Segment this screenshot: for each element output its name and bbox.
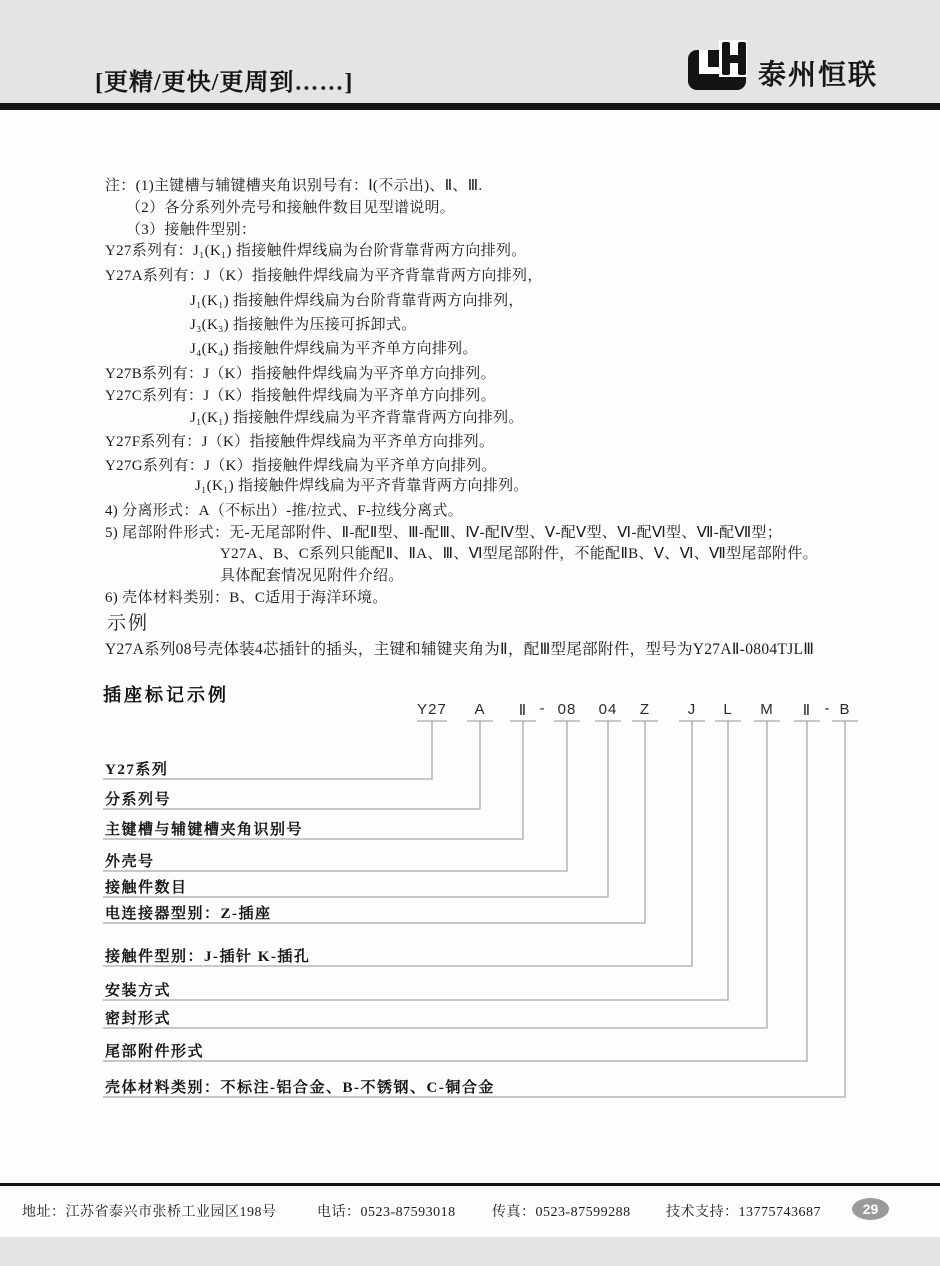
diagram-label-sealing: 密封形式 bbox=[105, 1011, 172, 1027]
code-token-contact-count: 04 bbox=[598, 701, 618, 718]
diagram-label-contact-count: 接触件数目 bbox=[105, 880, 188, 896]
note-line: Y27A系列有：J（K）指接触件焊线扁为平齐背靠背两方向排列， bbox=[105, 268, 543, 284]
footer-support: 技术支持：13775743687 bbox=[666, 1205, 821, 1220]
note-line: J₁(K₁) 指接触件焊线扁为平齐背靠背两方向排列。 bbox=[195, 478, 529, 494]
footer-divider-bar bbox=[0, 1183, 940, 1186]
code-token-key-angle: Ⅱ bbox=[518, 702, 528, 719]
note-line: 4) 分离形式：A（不标出）-推/拉式、F-拉线分离式。 bbox=[105, 503, 463, 519]
note-line: Y27C系列有：J（K）指接触件焊线扁为平齐单方向排列。 bbox=[105, 388, 496, 404]
diagram-label-key-angle: 主键槽与辅键槽夹角识别号 bbox=[105, 822, 304, 838]
note-line: （2）各分系列外壳号和接触件数目见型谱说明。 bbox=[126, 200, 456, 216]
note-line: Y27B系列有：J（K）指接触件焊线扁为平齐单方向排列。 bbox=[105, 366, 496, 382]
diagram-label-shell: 外壳号 bbox=[105, 854, 155, 870]
header-divider-bar bbox=[0, 103, 940, 110]
diagram-label-shell-material: 壳体材料类别：不标注-铝合金、B-不锈钢、C-铜合金 bbox=[105, 1080, 495, 1096]
brand-logo-group bbox=[688, 40, 878, 93]
code-token-tail-accessory: Ⅱ bbox=[802, 702, 812, 719]
diagram-heading: 插座标记示例 bbox=[103, 685, 229, 705]
code-token-shell-material: B bbox=[839, 701, 851, 718]
page-number-badge: 29 bbox=[852, 1198, 889, 1220]
note-line: 5) 尾部附件形式：无-无尾部附件、Ⅱ-配Ⅱ型、Ⅲ-配Ⅲ、Ⅳ-配Ⅳ型、Ⅴ-配Ⅴ型、Ⅵ-配Ⅵ型、Ⅶ-配Ⅶ型； bbox=[105, 525, 783, 541]
diagram-label-tail-accessory: 尾部附件形式 bbox=[105, 1044, 205, 1060]
note-line: （3）接触件型别： bbox=[126, 222, 257, 238]
note-line: J₄(K₄) 指接触件焊线扁为平齐单方向排列。 bbox=[190, 341, 478, 357]
code-token-sealing: M bbox=[760, 701, 774, 718]
code-token-subseries: A bbox=[474, 701, 486, 718]
note-line: Y27F系列有：J（K）指接触件焊线扁为平齐单方向排列。 bbox=[105, 434, 495, 450]
lh-logo-icon bbox=[688, 40, 750, 90]
code-token-shell: 08 bbox=[557, 701, 577, 718]
footer-address: 地址：江苏省泰兴市张桥工业园区198号 bbox=[22, 1205, 277, 1220]
note-line: J₁(K₁) 指接触件焊线扁为台阶背靠背两方向排列， bbox=[190, 293, 524, 309]
note-line: 具体配套情况见附件介绍。 bbox=[220, 568, 404, 584]
footer-fax: 传真：0523-87599288 bbox=[492, 1205, 631, 1220]
note-line: 6) 壳体材料类别：B、C适用于海洋环境。 bbox=[105, 590, 388, 606]
code-token-contact-type: J bbox=[687, 701, 697, 718]
code-dash: - bbox=[539, 700, 545, 717]
diagram-label-subseries: 分系列号 bbox=[105, 792, 172, 808]
note-line: Y27G系列有：J（K）指接触件焊线扁为平齐单方向排列。 bbox=[105, 458, 497, 474]
diagram-label-connector-type: 电连接器型别：Z-插座 bbox=[105, 906, 272, 922]
footer-phone: 电话：0523-87593018 bbox=[317, 1205, 456, 1220]
code-dash: - bbox=[824, 700, 830, 717]
code-token-series: Y27 bbox=[417, 701, 447, 718]
diagram-label-contact-type: 接触件型别：J-插针 K-插孔 bbox=[105, 949, 311, 965]
example-heading: 示例 bbox=[107, 613, 150, 634]
note-line: Y27系列有：J₁(K₁) 指接触件焊线扁为台阶背靠背两方向排列。 bbox=[105, 243, 527, 259]
note-line: J₃(K₃) 指接触件为压接可拆卸式。 bbox=[190, 317, 417, 333]
note-line: 注：(1)主键槽与辅键槽夹角识别号有：Ⅰ(不示出)、Ⅱ、Ⅲ. bbox=[105, 178, 483, 194]
note-line: Y27A、B、C系列只能配Ⅱ、ⅡA、Ⅲ、Ⅵ型尾部附件，不能配ⅡB、Ⅴ、Ⅵ、Ⅶ型尾部附件。 bbox=[220, 546, 818, 562]
header-tagline: [更精/更快/更周到……] bbox=[95, 70, 354, 96]
diagram-label-series: Y27系列 bbox=[105, 762, 169, 778]
brand-name: 泰州恒联 bbox=[758, 59, 879, 90]
example-text: Y27A系列08号壳体装4芯插针的插头，主键和辅键夹角为Ⅱ，配Ⅲ型尾部附件，型号为Y27AⅡ-0804TJLⅢ bbox=[105, 641, 815, 658]
diagram-label-mounting: 安装方式 bbox=[105, 983, 172, 999]
note-line: J₁(K₁) 指接触件焊线扁为平齐背靠背两方向排列。 bbox=[190, 410, 524, 426]
code-token-mounting: L bbox=[723, 701, 733, 718]
code-token-connector-type: Z bbox=[639, 701, 651, 718]
